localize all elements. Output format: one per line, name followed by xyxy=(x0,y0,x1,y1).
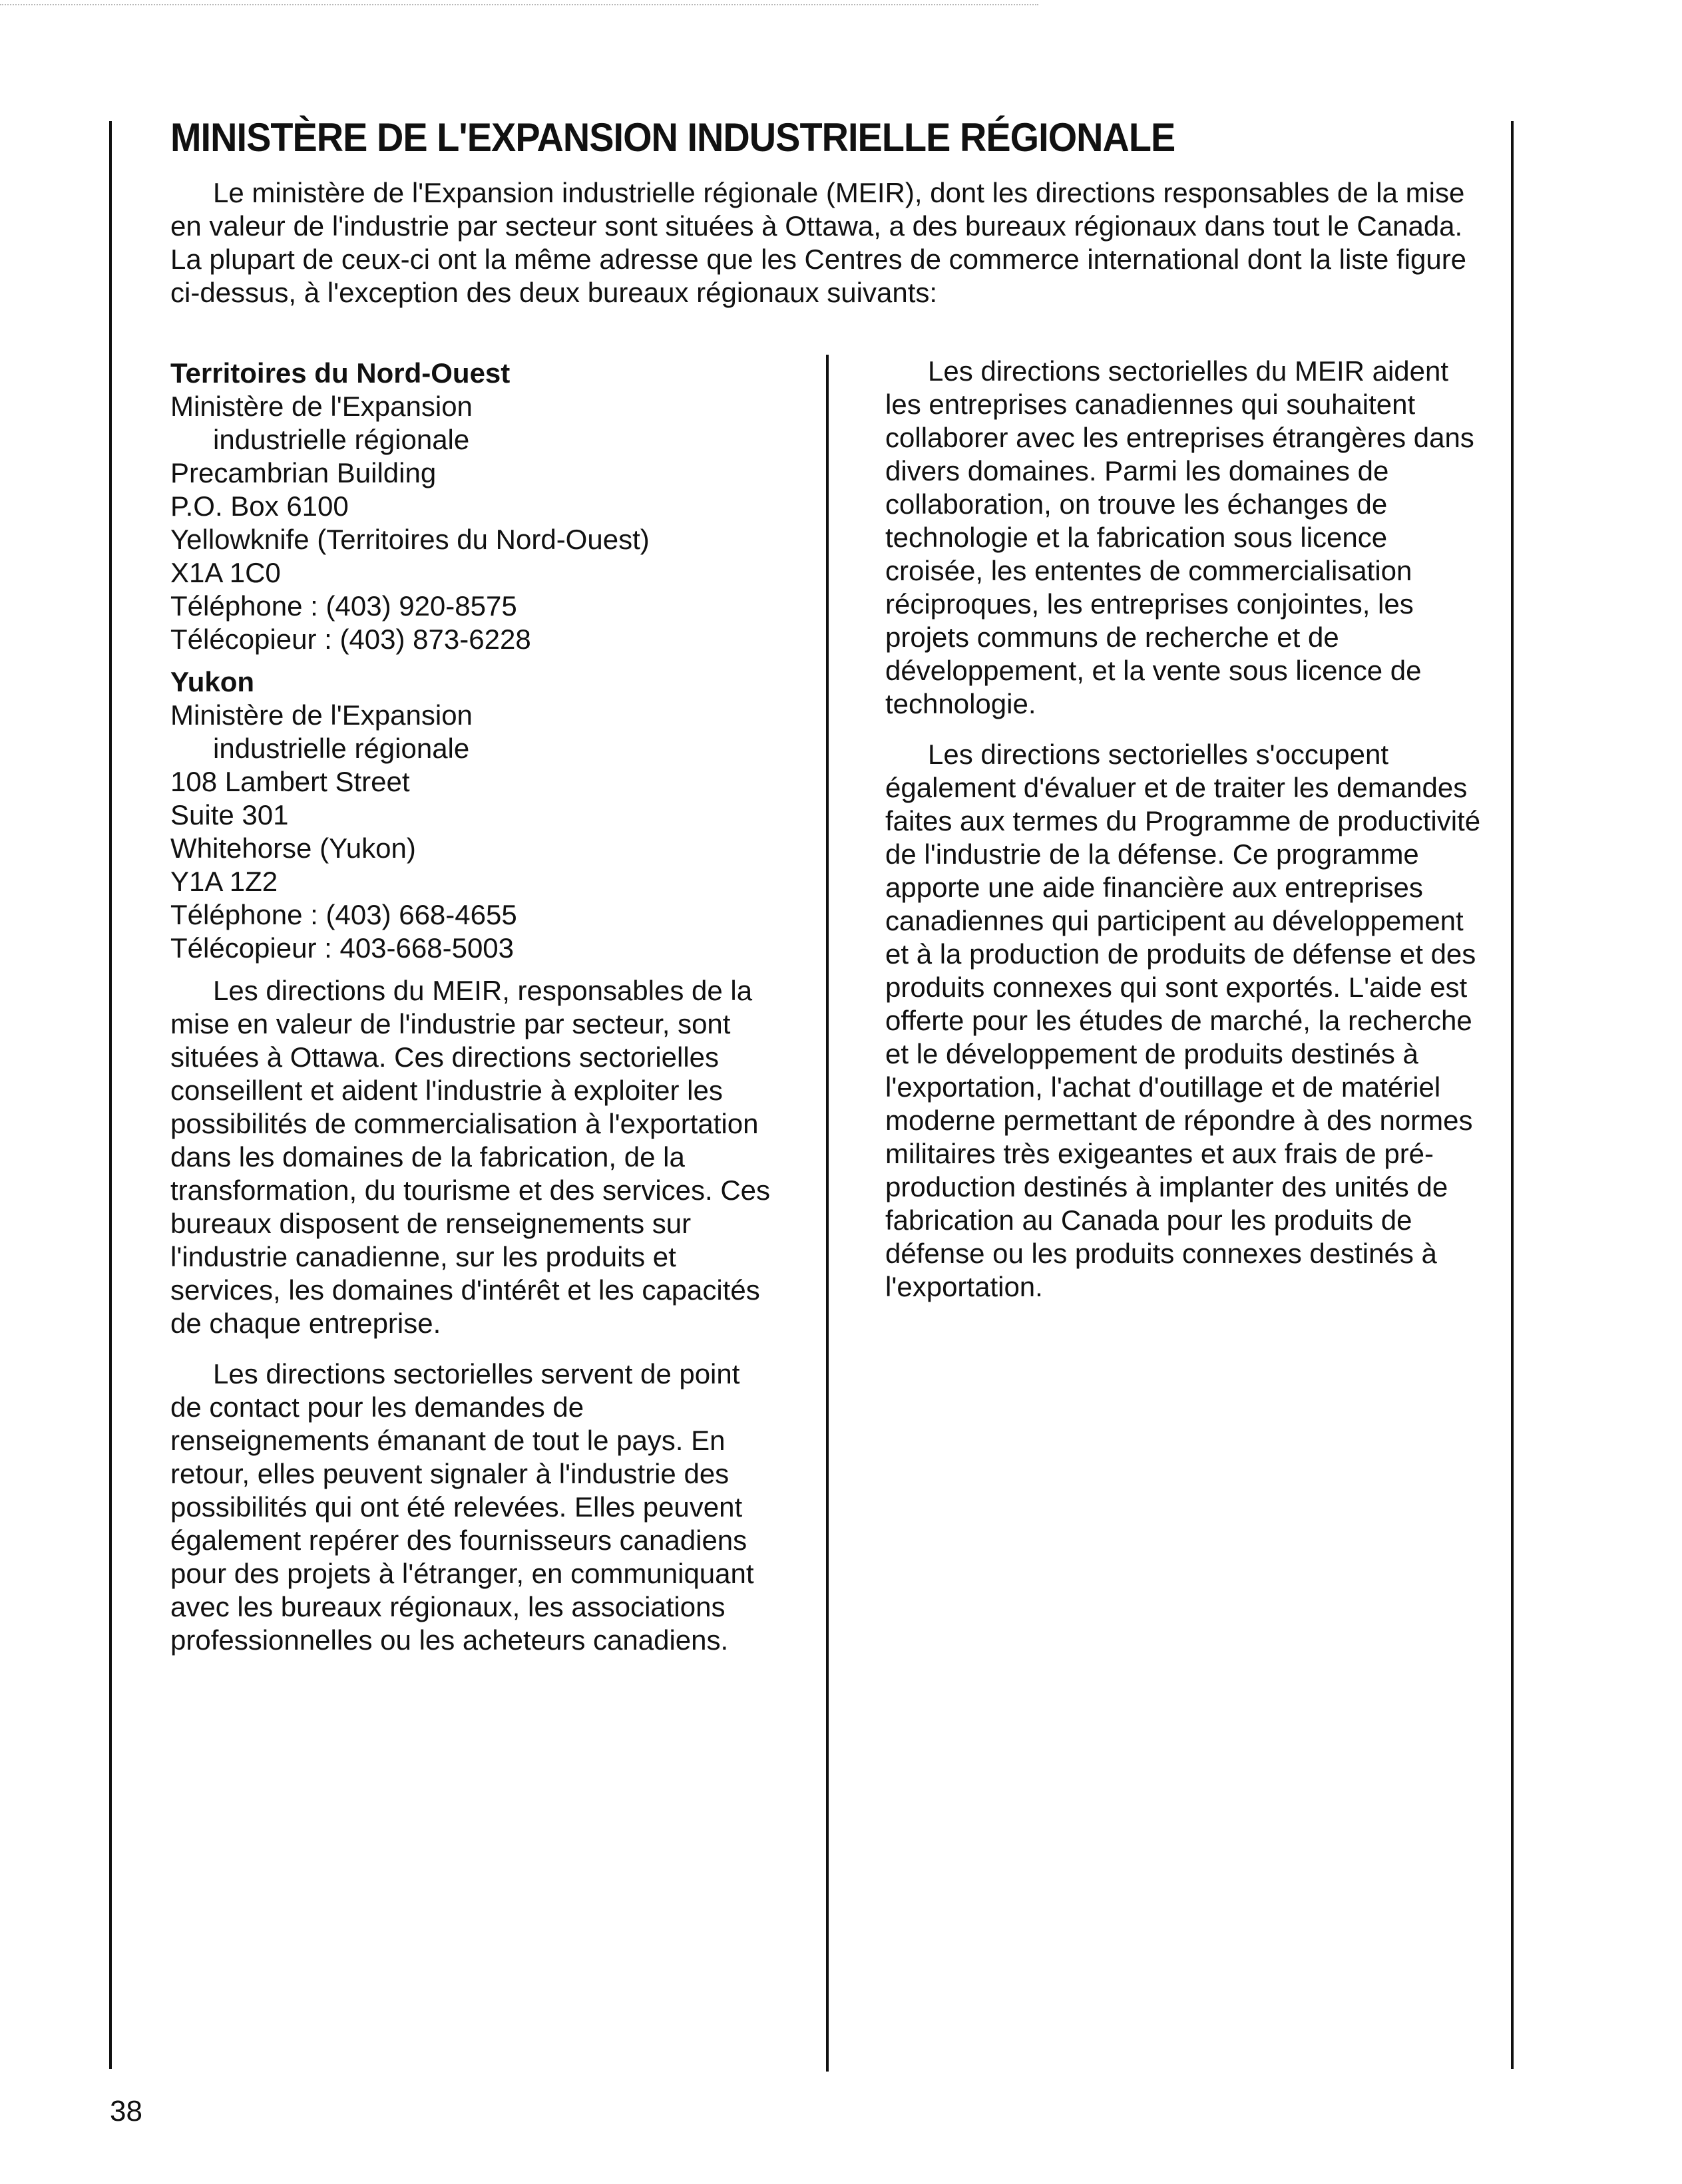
office-name: Yukon xyxy=(170,666,255,697)
body-paragraph: Les directions sectorielles servent de point de contact pour les demandes de renseignements émanant de tout le pays. En retour, elles peuvent signaler à l'industrie des possibilités qui ont été relevées. Elles peuvent également repérer des fournisseurs canadiens pour des projets à l'étranger, en communiquant avec les bureaux régionaux, les associations professionnelles ou les acheteurs canadiens. xyxy=(170,1358,754,1656)
office-address-yukon xyxy=(170,665,776,965)
phone-line: Téléphone : (403) 668-4655 xyxy=(170,899,517,930)
ministry-line-continued: industrielle régionale xyxy=(213,424,470,455)
ministry-line: Ministère de l'Expansion xyxy=(170,391,473,422)
column-divider-rule xyxy=(826,355,829,2072)
fax-line: Télécopieur : (403) 873-6228 xyxy=(170,624,531,655)
phone-line: Téléphone : (403) 920-8575 xyxy=(170,590,517,622)
left-margin-rule xyxy=(109,121,112,2069)
body-paragraph: Les directions sectorielles du MEIR aident les entreprises canadiennes qui souhaitent collaborer avec les entreprises étrangères dans divers domaines. Parmi les domaines de collaboration, on trouve les échanges de technologie et la fabrication sous licence croisée, les ententes de commercialisation réciproques, les entreprises conjointes, les projets communs de recherche et de développement, et la vente sous licence de technologie. xyxy=(885,355,1474,719)
postal-code: Y1A 1Z2 xyxy=(170,866,278,897)
address-line: Whitehorse (Yukon) xyxy=(170,832,416,864)
address-line: 108 Lambert Street xyxy=(170,766,410,797)
office-address-nwt xyxy=(170,357,776,656)
postal-code: X1A 1C0 xyxy=(170,557,281,588)
left-column xyxy=(170,357,776,1674)
body-paragraph: Les directions sectorielles s'occupent également d'évaluer et de traiter les demandes faites aux termes du Programme de productivité de l'industrie de la défense. Ce programme apporte une aide financière aux entreprises canadiennes qui participent au développement et à la production de produits de défense et des produits connexes qui sont exportés. L'aide est offerte pour les études de marché, la recherche et le développement de produits destinés à l'exportation, l'achat d'outillage et de matériel moderne permettant de répondre à des normes militaires très exigeantes et aux frais de pré-production destinés à implanter des unités de fabrication au Canada pour les produits de défense ou les produits connexes destinés à l'exportation. xyxy=(885,739,1481,1302)
page-number: 38 xyxy=(110,2095,142,2127)
ministry-line: Ministère de l'Expansion xyxy=(170,699,473,731)
right-margin-rule xyxy=(1511,121,1514,2069)
right-column xyxy=(885,355,1484,1321)
ministry-line-continued: industrielle régionale xyxy=(213,733,470,764)
address-line: Precambrian Building xyxy=(170,457,437,488)
intro-paragraph: Le ministère de l'Expansion industrielle régionale (MEIR), dont les directions responsables de la mise en valeur de l'industrie par secteur sont situées à Ottawa, a des bureaux régionaux dans tout le Canada. La plupart de ceux-ci ont la même adresse que les Centres de commerce international dont la liste figure ci-dessus, à l'exception des deux bureaux régionaux suivants: xyxy=(170,177,1467,308)
address-line: Suite 301 xyxy=(170,799,289,830)
body-paragraph: Les directions du MEIR, responsables de la mise en valeur de l'industrie par secteur, sont situées à Ottawa. Ces directions sectorielles conseillent et aident l'industrie à exploiter les possibilités de commercialisation à l'exportation dans les domaines de la fabrication, de la transformation, du tourisme et des services. Ces bureaux disposent de renseignements sur l'industrie canadienne, sur les produits et services, les domaines d'intérêt et les capacités de chaque entreprise. xyxy=(170,975,771,1339)
office-name: Territoires du Nord-Ouest xyxy=(170,357,511,389)
scan-edge-line xyxy=(0,4,1038,5)
page-title: MINISTÈRE DE L'EXPANSION INDUSTRIELLE RÉGIONALE xyxy=(170,115,1175,160)
address-line: P.O. Box 6100 xyxy=(170,490,349,522)
fax-line: Télécopieur : 403-668-5003 xyxy=(170,932,515,964)
address-line: Yellowknife (Territoires du Nord-Ouest) xyxy=(170,524,650,555)
